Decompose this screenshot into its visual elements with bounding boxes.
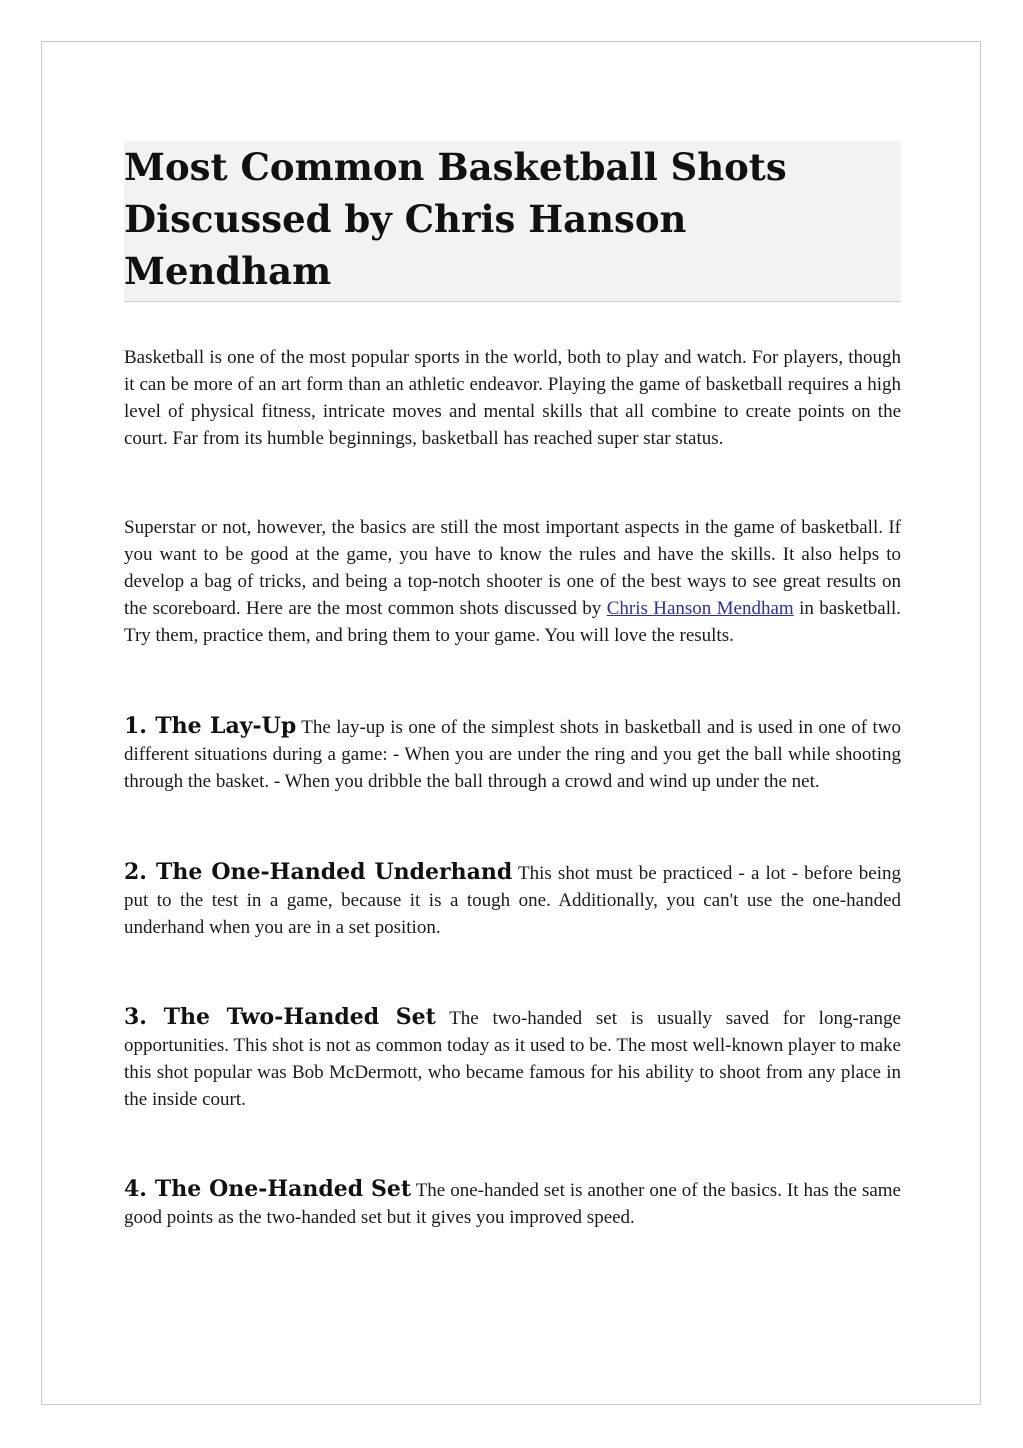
shot-text-one-handed-set: The one-handed set is another one of the basics. It has the same good points as the two-handed set but it gives you improved speed. (124, 1180, 901, 1228)
intro-paragraph: Basketball is one of the most popular sports in the world, both to play and watch. For players, though it can be more of an art form than an athletic endeavor. Playing the game of basketball requires a high level of physical fitness, intricate moves and mental skills that all combine to create points on the court. Far from its humble beginnings, basketball has reached super star status. (124, 347, 901, 449)
chris-hanson-mendham-link[interactable]: Chris Hanson Mendham (606, 598, 794, 619)
second-paragraph-text-after: in basketball. Try them, practice them, and bring them to your game. You will love the results. (124, 598, 902, 646)
shot-item-one-handed-set (124, 1176, 901, 1231)
shot-item-layup (124, 713, 901, 795)
second-paragraph-text-before: Superstar or not, however, the basics are still the most important aspects in the game of basketball. If you want to be good at the game, you have to know the rules and have the skills. It also helps to develop a bag of tricks, and being a top-notch shooter is one of the best ways to see great results on the scoreboard. Here are the most common shots discussed by (124, 517, 901, 619)
shot-text-layup: The lay-up is one of the simplest shots in basketball and is used in one of two different situations during a game: - When you are under the ring and you get the ball while shooting through the basket. - When you dribble the ball through a crowd and wind up under the net. (124, 717, 901, 792)
shot-item-two-handed-set (124, 1004, 901, 1113)
second-paragraph (124, 514, 901, 649)
shot-text-two-handed-set: The two-handed set is usually saved for long-range opportunities. This shot is not as common today as it used to be. The most well-known player to make this shot popular was Bob McDermott, who became famous for his ability to shoot from any place in the inside court. (124, 1008, 901, 1110)
shot-text-one-handed-underhand: This shot must be practiced - a lot - before being put to the test in a game, because it is a tough one. Additionally, you can't use the one-handed underhand when you are in a set position. (124, 863, 901, 938)
document-content (124, 141, 901, 1231)
shot-heading-one-handed-set: 4. The One-Handed Set (124, 1176, 412, 1202)
shot-heading-two-handed-set: 3. The Two-Handed Set (124, 1004, 436, 1030)
document-page (41, 41, 981, 1405)
title-block (124, 141, 901, 302)
shot-heading-layup: 1. The Lay-Up (124, 713, 297, 739)
shot-heading-one-handed-underhand: 2. The One-Handed Underhand (124, 859, 513, 885)
document-title: Most Common Basketball Shots Discussed by Chris Hanson Mendham (124, 145, 787, 293)
shot-item-one-handed-underhand (124, 859, 901, 941)
